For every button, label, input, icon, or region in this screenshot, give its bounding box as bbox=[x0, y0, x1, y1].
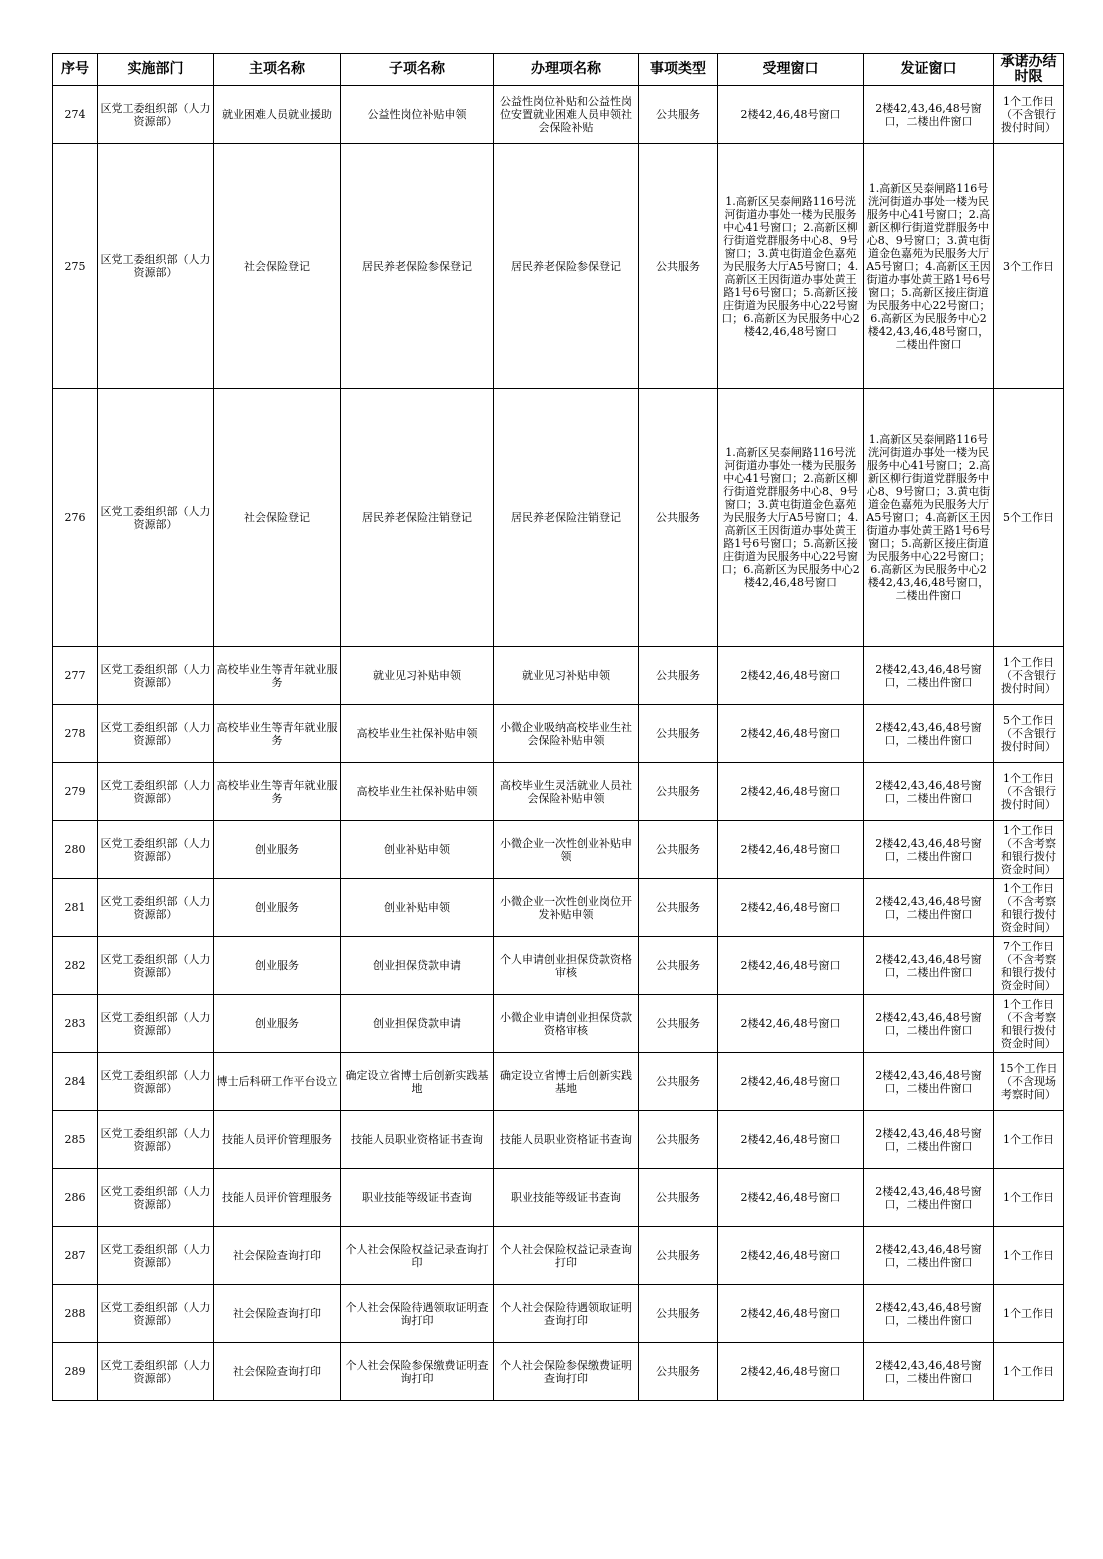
cell-certificate-window: 2楼42,43,46,48号窗口，二楼出件窗口 bbox=[864, 1169, 994, 1227]
cell-handling-item: 小微企业一次性创业补贴申领 bbox=[494, 821, 639, 879]
cell-main-item: 创业服务 bbox=[214, 821, 341, 879]
cell-department: 区党工委组织部（人力资源部） bbox=[98, 144, 214, 389]
cell-handling-item: 确定设立省博士后创新实践基地 bbox=[494, 1053, 639, 1111]
cell-acceptance-window: 2楼42,46,48号窗口 bbox=[718, 1169, 864, 1227]
header-department: 实施部门 bbox=[98, 54, 214, 86]
cell-time-limit: 1个工作日（不含银行拨付时间） bbox=[994, 763, 1064, 821]
cell-department: 区党工委组织部（人力资源部） bbox=[98, 1053, 214, 1111]
cell-acceptance-window: 2楼42,46,48号窗口 bbox=[718, 937, 864, 995]
cell-main-item: 高校毕业生等青年就业服务 bbox=[214, 647, 341, 705]
header-acceptance-window: 受理窗口 bbox=[718, 54, 864, 86]
cell-time-limit: 1个工作日（不含银行拨付时间） bbox=[994, 647, 1064, 705]
cell-department: 区党工委组织部（人力资源部） bbox=[98, 647, 214, 705]
cell-main-item: 高校毕业生等青年就业服务 bbox=[214, 705, 341, 763]
table-row bbox=[53, 1111, 1064, 1169]
cell-department: 区党工委组织部（人力资源部） bbox=[98, 821, 214, 879]
cell-item-type: 公共服务 bbox=[639, 937, 718, 995]
cell-item-type: 公共服务 bbox=[639, 879, 718, 937]
cell-item-type: 公共服务 bbox=[639, 763, 718, 821]
cell-main-item: 创业服务 bbox=[214, 995, 341, 1053]
cell-sub-item: 就业见习补贴申领 bbox=[341, 647, 494, 705]
table-row bbox=[53, 144, 1064, 389]
cell-certificate-window: 2楼42,43,46,48号窗口，二楼出件窗口 bbox=[864, 763, 994, 821]
cell-handling-item: 小微企业一次性创业岗位开发补贴申领 bbox=[494, 879, 639, 937]
header-item-type: 事项类型 bbox=[639, 54, 718, 86]
cell-department: 区党工委组织部（人力资源部） bbox=[98, 86, 214, 144]
cell-acceptance-window: 1.高新区吴泰闸路116号洸河街道办事处一楼为民服务中心41号窗口；2.高新区柳行街道党群服务中心8、9号窗口；3.黄屯街道金色嘉苑为民服务大厅A5号窗口；4.高新区王因街道办事处黄王路1号6号窗口；5.高新区接庄街道为民服务中心22号窗口；6.高新区为民服务中心2楼42,46,48号窗口 bbox=[718, 389, 864, 647]
header-index: 序号 bbox=[53, 54, 98, 86]
cell-certificate-window: 2楼42,43,46,48号窗口，二楼出件窗口 bbox=[864, 995, 994, 1053]
table-row bbox=[53, 1169, 1064, 1227]
cell-certificate-window: 2楼42,43,46,48号窗口，二楼出件窗口 bbox=[864, 937, 994, 995]
cell-department: 区党工委组织部（人力资源部） bbox=[98, 1169, 214, 1227]
cell-item-type: 公共服务 bbox=[639, 389, 718, 647]
cell-sub-item: 创业担保贷款申请 bbox=[341, 995, 494, 1053]
cell-item-type: 公共服务 bbox=[639, 995, 718, 1053]
table-row bbox=[53, 821, 1064, 879]
cell-main-item: 创业服务 bbox=[214, 937, 341, 995]
table-header-row bbox=[53, 54, 1064, 86]
cell-handling-item: 个人社会保险参保缴费证明查询打印 bbox=[494, 1343, 639, 1401]
cell-handling-item: 个人社会保险权益记录查询打印 bbox=[494, 1227, 639, 1285]
cell-time-limit: 5个工作日（不含银行拨付时间） bbox=[994, 705, 1064, 763]
cell-index: 287 bbox=[53, 1227, 98, 1285]
table-row bbox=[53, 763, 1064, 821]
cell-handling-item: 职业技能等级证书查询 bbox=[494, 1169, 639, 1227]
table-row bbox=[53, 1285, 1064, 1343]
service-items-table bbox=[52, 53, 1064, 1401]
cell-sub-item: 职业技能等级证书查询 bbox=[341, 1169, 494, 1227]
cell-handling-item: 技能人员职业资格证书查询 bbox=[494, 1111, 639, 1169]
cell-sub-item: 个人社会保险参保缴费证明查询打印 bbox=[341, 1343, 494, 1401]
cell-item-type: 公共服务 bbox=[639, 1343, 718, 1401]
cell-sub-item: 创业补贴申领 bbox=[341, 879, 494, 937]
table-row bbox=[53, 86, 1064, 144]
cell-main-item: 博士后科研工作平台设立 bbox=[214, 1053, 341, 1111]
cell-time-limit: 15个工作日（不含现场考察时间） bbox=[994, 1053, 1064, 1111]
cell-handling-item: 小微企业吸纳高校毕业生社会保险补贴申领 bbox=[494, 705, 639, 763]
cell-main-item: 技能人员评价管理服务 bbox=[214, 1111, 341, 1169]
cell-index: 288 bbox=[53, 1285, 98, 1343]
cell-index: 279 bbox=[53, 763, 98, 821]
cell-handling-item: 就业见习补贴申领 bbox=[494, 647, 639, 705]
cell-time-limit: 1个工作日（不含考察和银行拨付资金时间） bbox=[994, 821, 1064, 879]
header-main-item: 主项名称 bbox=[214, 54, 341, 86]
cell-certificate-window: 2楼42,43,46,48号窗口，二楼出件窗口 bbox=[864, 1111, 994, 1169]
cell-sub-item: 创业担保贷款申请 bbox=[341, 937, 494, 995]
document-page bbox=[52, 53, 1063, 1401]
cell-certificate-window: 2楼42,43,46,48号窗口，二楼出件窗口 bbox=[864, 879, 994, 937]
cell-time-limit: 3个工作日 bbox=[994, 144, 1064, 389]
cell-acceptance-window: 2楼42,46,48号窗口 bbox=[718, 647, 864, 705]
cell-handling-item: 公益性岗位补贴和公益性岗位安置就业困难人员申领社会保险补贴 bbox=[494, 86, 639, 144]
cell-main-item: 社会保险登记 bbox=[214, 144, 341, 389]
cell-department: 区党工委组织部（人力资源部） bbox=[98, 389, 214, 647]
table-row bbox=[53, 389, 1064, 647]
cell-main-item: 社会保险查询打印 bbox=[214, 1285, 341, 1343]
cell-index: 282 bbox=[53, 937, 98, 995]
table-row bbox=[53, 1227, 1064, 1285]
cell-handling-item: 高校毕业生灵活就业人员社会保险补贴申领 bbox=[494, 763, 639, 821]
cell-sub-item: 高校毕业生社保补贴申领 bbox=[341, 705, 494, 763]
cell-sub-item: 技能人员职业资格证书查询 bbox=[341, 1111, 494, 1169]
cell-time-limit: 1个工作日 bbox=[994, 1227, 1064, 1285]
cell-item-type: 公共服务 bbox=[639, 705, 718, 763]
cell-time-limit: 7个工作日（不含考察和银行拨付资金时间） bbox=[994, 937, 1064, 995]
cell-index: 286 bbox=[53, 1169, 98, 1227]
cell-main-item: 社会保险查询打印 bbox=[214, 1227, 341, 1285]
cell-item-type: 公共服务 bbox=[639, 1169, 718, 1227]
cell-item-type: 公共服务 bbox=[639, 647, 718, 705]
cell-index: 280 bbox=[53, 821, 98, 879]
cell-sub-item: 确定设立省博士后创新实践基地 bbox=[341, 1053, 494, 1111]
cell-sub-item: 个人社会保险权益记录查询打印 bbox=[341, 1227, 494, 1285]
cell-main-item: 社会保险查询打印 bbox=[214, 1343, 341, 1401]
header-sub-item: 子项名称 bbox=[341, 54, 494, 86]
cell-certificate-window: 2楼42,43,46,48号窗口，二楼出件窗口 bbox=[864, 821, 994, 879]
cell-item-type: 公共服务 bbox=[639, 1053, 718, 1111]
cell-main-item: 高校毕业生等青年就业服务 bbox=[214, 763, 341, 821]
cell-department: 区党工委组织部（人力资源部） bbox=[98, 995, 214, 1053]
cell-handling-item: 个人申请创业担保贷款资格审核 bbox=[494, 937, 639, 995]
cell-certificate-window: 1.高新区吴泰闸路116号洸河街道办事处一楼为民服务中心41号窗口；2.高新区柳行街道党群服务中心8、9号窗口；3.黄屯街道金色嘉苑为民服务大厅A5号窗口；4.高新区王因街道办事处黄王路1号6号窗口；5.高新区接庄街道为民服务中心22号窗口；6.高新区为民服务中心2楼42,43,46,48号窗口，二楼出件窗口 bbox=[864, 389, 994, 647]
cell-certificate-window: 2楼42,43,46,48号窗口，二楼出件窗口 bbox=[864, 1285, 994, 1343]
table-row bbox=[53, 705, 1064, 763]
cell-index: 284 bbox=[53, 1053, 98, 1111]
cell-certificate-window: 2楼42,43,46,48号窗口，二楼出件窗口 bbox=[864, 647, 994, 705]
cell-sub-item: 个人社会保险待遇领取证明查询打印 bbox=[341, 1285, 494, 1343]
cell-sub-item: 高校毕业生社保补贴申领 bbox=[341, 763, 494, 821]
table-row bbox=[53, 995, 1064, 1053]
cell-acceptance-window: 1.高新区吴泰闸路116号洸河街道办事处一楼为民服务中心41号窗口；2.高新区柳行街道党群服务中心8、9号窗口；3.黄屯街道金色嘉苑为民服务大厅A5号窗口；4.高新区王因街道办事处黄王路1号6号窗口；5.高新区接庄街道为民服务中心22号窗口；6.高新区为民服务中心2楼42,46,48号窗口 bbox=[718, 144, 864, 389]
cell-time-limit: 1个工作日（不含考察和银行拨付资金时间） bbox=[994, 995, 1064, 1053]
cell-certificate-window: 2楼42,43,46,48号窗口，二楼出件窗口 bbox=[864, 705, 994, 763]
cell-time-limit: 1个工作日（不含考察和银行拨付资金时间） bbox=[994, 879, 1064, 937]
cell-handling-item: 居民养老保险参保登记 bbox=[494, 144, 639, 389]
cell-main-item: 社会保险登记 bbox=[214, 389, 341, 647]
cell-department: 区党工委组织部（人力资源部） bbox=[98, 1343, 214, 1401]
cell-time-limit: 1个工作日（不含银行拨付时间） bbox=[994, 86, 1064, 144]
cell-item-type: 公共服务 bbox=[639, 86, 718, 144]
cell-acceptance-window: 2楼42,46,48号窗口 bbox=[718, 821, 864, 879]
cell-acceptance-window: 2楼42,46,48号窗口 bbox=[718, 763, 864, 821]
table-row bbox=[53, 879, 1064, 937]
cell-department: 区党工委组织部（人力资源部） bbox=[98, 705, 214, 763]
cell-index: 283 bbox=[53, 995, 98, 1053]
table-row bbox=[53, 647, 1064, 705]
cell-index: 285 bbox=[53, 1111, 98, 1169]
cell-handling-item: 居民养老保险注销登记 bbox=[494, 389, 639, 647]
cell-department: 区党工委组织部（人力资源部） bbox=[98, 937, 214, 995]
cell-department: 区党工委组织部（人力资源部） bbox=[98, 763, 214, 821]
table-body bbox=[53, 86, 1064, 1401]
cell-index: 275 bbox=[53, 144, 98, 389]
cell-sub-item: 创业补贴申领 bbox=[341, 821, 494, 879]
table-row bbox=[53, 1053, 1064, 1111]
cell-time-limit: 5个工作日 bbox=[994, 389, 1064, 647]
cell-index: 277 bbox=[53, 647, 98, 705]
cell-acceptance-window: 2楼42,46,48号窗口 bbox=[718, 1053, 864, 1111]
cell-index: 276 bbox=[53, 389, 98, 647]
cell-certificate-window: 2楼42,43,46,48号窗口，二楼出件窗口 bbox=[864, 86, 994, 144]
cell-handling-item: 个人社会保险待遇领取证明查询打印 bbox=[494, 1285, 639, 1343]
cell-time-limit: 1个工作日 bbox=[994, 1169, 1064, 1227]
cell-acceptance-window: 2楼42,46,48号窗口 bbox=[718, 879, 864, 937]
cell-department: 区党工委组织部（人力资源部） bbox=[98, 1227, 214, 1285]
header-time-limit: 承诺办结时限 bbox=[994, 54, 1064, 86]
cell-index: 274 bbox=[53, 86, 98, 144]
cell-index: 289 bbox=[53, 1343, 98, 1401]
cell-time-limit: 1个工作日 bbox=[994, 1111, 1064, 1169]
cell-time-limit: 1个工作日 bbox=[994, 1285, 1064, 1343]
cell-index: 281 bbox=[53, 879, 98, 937]
cell-acceptance-window: 2楼42,46,48号窗口 bbox=[718, 1285, 864, 1343]
cell-item-type: 公共服务 bbox=[639, 144, 718, 389]
cell-index: 278 bbox=[53, 705, 98, 763]
table-row bbox=[53, 1343, 1064, 1401]
cell-certificate-window: 2楼42,43,46,48号窗口，二楼出件窗口 bbox=[864, 1227, 994, 1285]
header-handling-item: 办理项名称 bbox=[494, 54, 639, 86]
cell-acceptance-window: 2楼42,46,48号窗口 bbox=[718, 995, 864, 1053]
cell-acceptance-window: 2楼42,46,48号窗口 bbox=[718, 1227, 864, 1285]
cell-item-type: 公共服务 bbox=[639, 1111, 718, 1169]
cell-item-type: 公共服务 bbox=[639, 1285, 718, 1343]
cell-sub-item: 公益性岗位补贴申领 bbox=[341, 86, 494, 144]
header-certificate-window: 发证窗口 bbox=[864, 54, 994, 86]
cell-department: 区党工委组织部（人力资源部） bbox=[98, 879, 214, 937]
cell-acceptance-window: 2楼42,46,48号窗口 bbox=[718, 705, 864, 763]
cell-main-item: 创业服务 bbox=[214, 879, 341, 937]
cell-acceptance-window: 2楼42,46,48号窗口 bbox=[718, 86, 864, 144]
cell-acceptance-window: 2楼42,46,48号窗口 bbox=[718, 1343, 864, 1401]
cell-time-limit: 1个工作日 bbox=[994, 1343, 1064, 1401]
cell-certificate-window: 2楼42,43,46,48号窗口，二楼出件窗口 bbox=[864, 1343, 994, 1401]
cell-certificate-window: 2楼42,43,46,48号窗口，二楼出件窗口 bbox=[864, 1053, 994, 1111]
cell-department: 区党工委组织部（人力资源部） bbox=[98, 1285, 214, 1343]
cell-acceptance-window: 2楼42,46,48号窗口 bbox=[718, 1111, 864, 1169]
cell-sub-item: 居民养老保险注销登记 bbox=[341, 389, 494, 647]
cell-main-item: 技能人员评价管理服务 bbox=[214, 1169, 341, 1227]
table-row bbox=[53, 937, 1064, 995]
cell-item-type: 公共服务 bbox=[639, 821, 718, 879]
cell-handling-item: 小微企业申请创业担保贷款资格审核 bbox=[494, 995, 639, 1053]
cell-item-type: 公共服务 bbox=[639, 1227, 718, 1285]
cell-main-item: 就业困难人员就业援助 bbox=[214, 86, 341, 144]
cell-department: 区党工委组织部（人力资源部） bbox=[98, 1111, 214, 1169]
cell-sub-item: 居民养老保险参保登记 bbox=[341, 144, 494, 389]
cell-certificate-window: 1.高新区吴泰闸路116号洸河街道办事处一楼为民服务中心41号窗口；2.高新区柳行街道党群服务中心8、9号窗口；3.黄屯街道金色嘉苑为民服务大厅A5号窗口；4.高新区王因街道办事处黄王路1号6号窗口；5.高新区接庄街道为民服务中心22号窗口；6.高新区为民服务中心2楼42,43,46,48号窗口，二楼出件窗口 bbox=[864, 144, 994, 389]
